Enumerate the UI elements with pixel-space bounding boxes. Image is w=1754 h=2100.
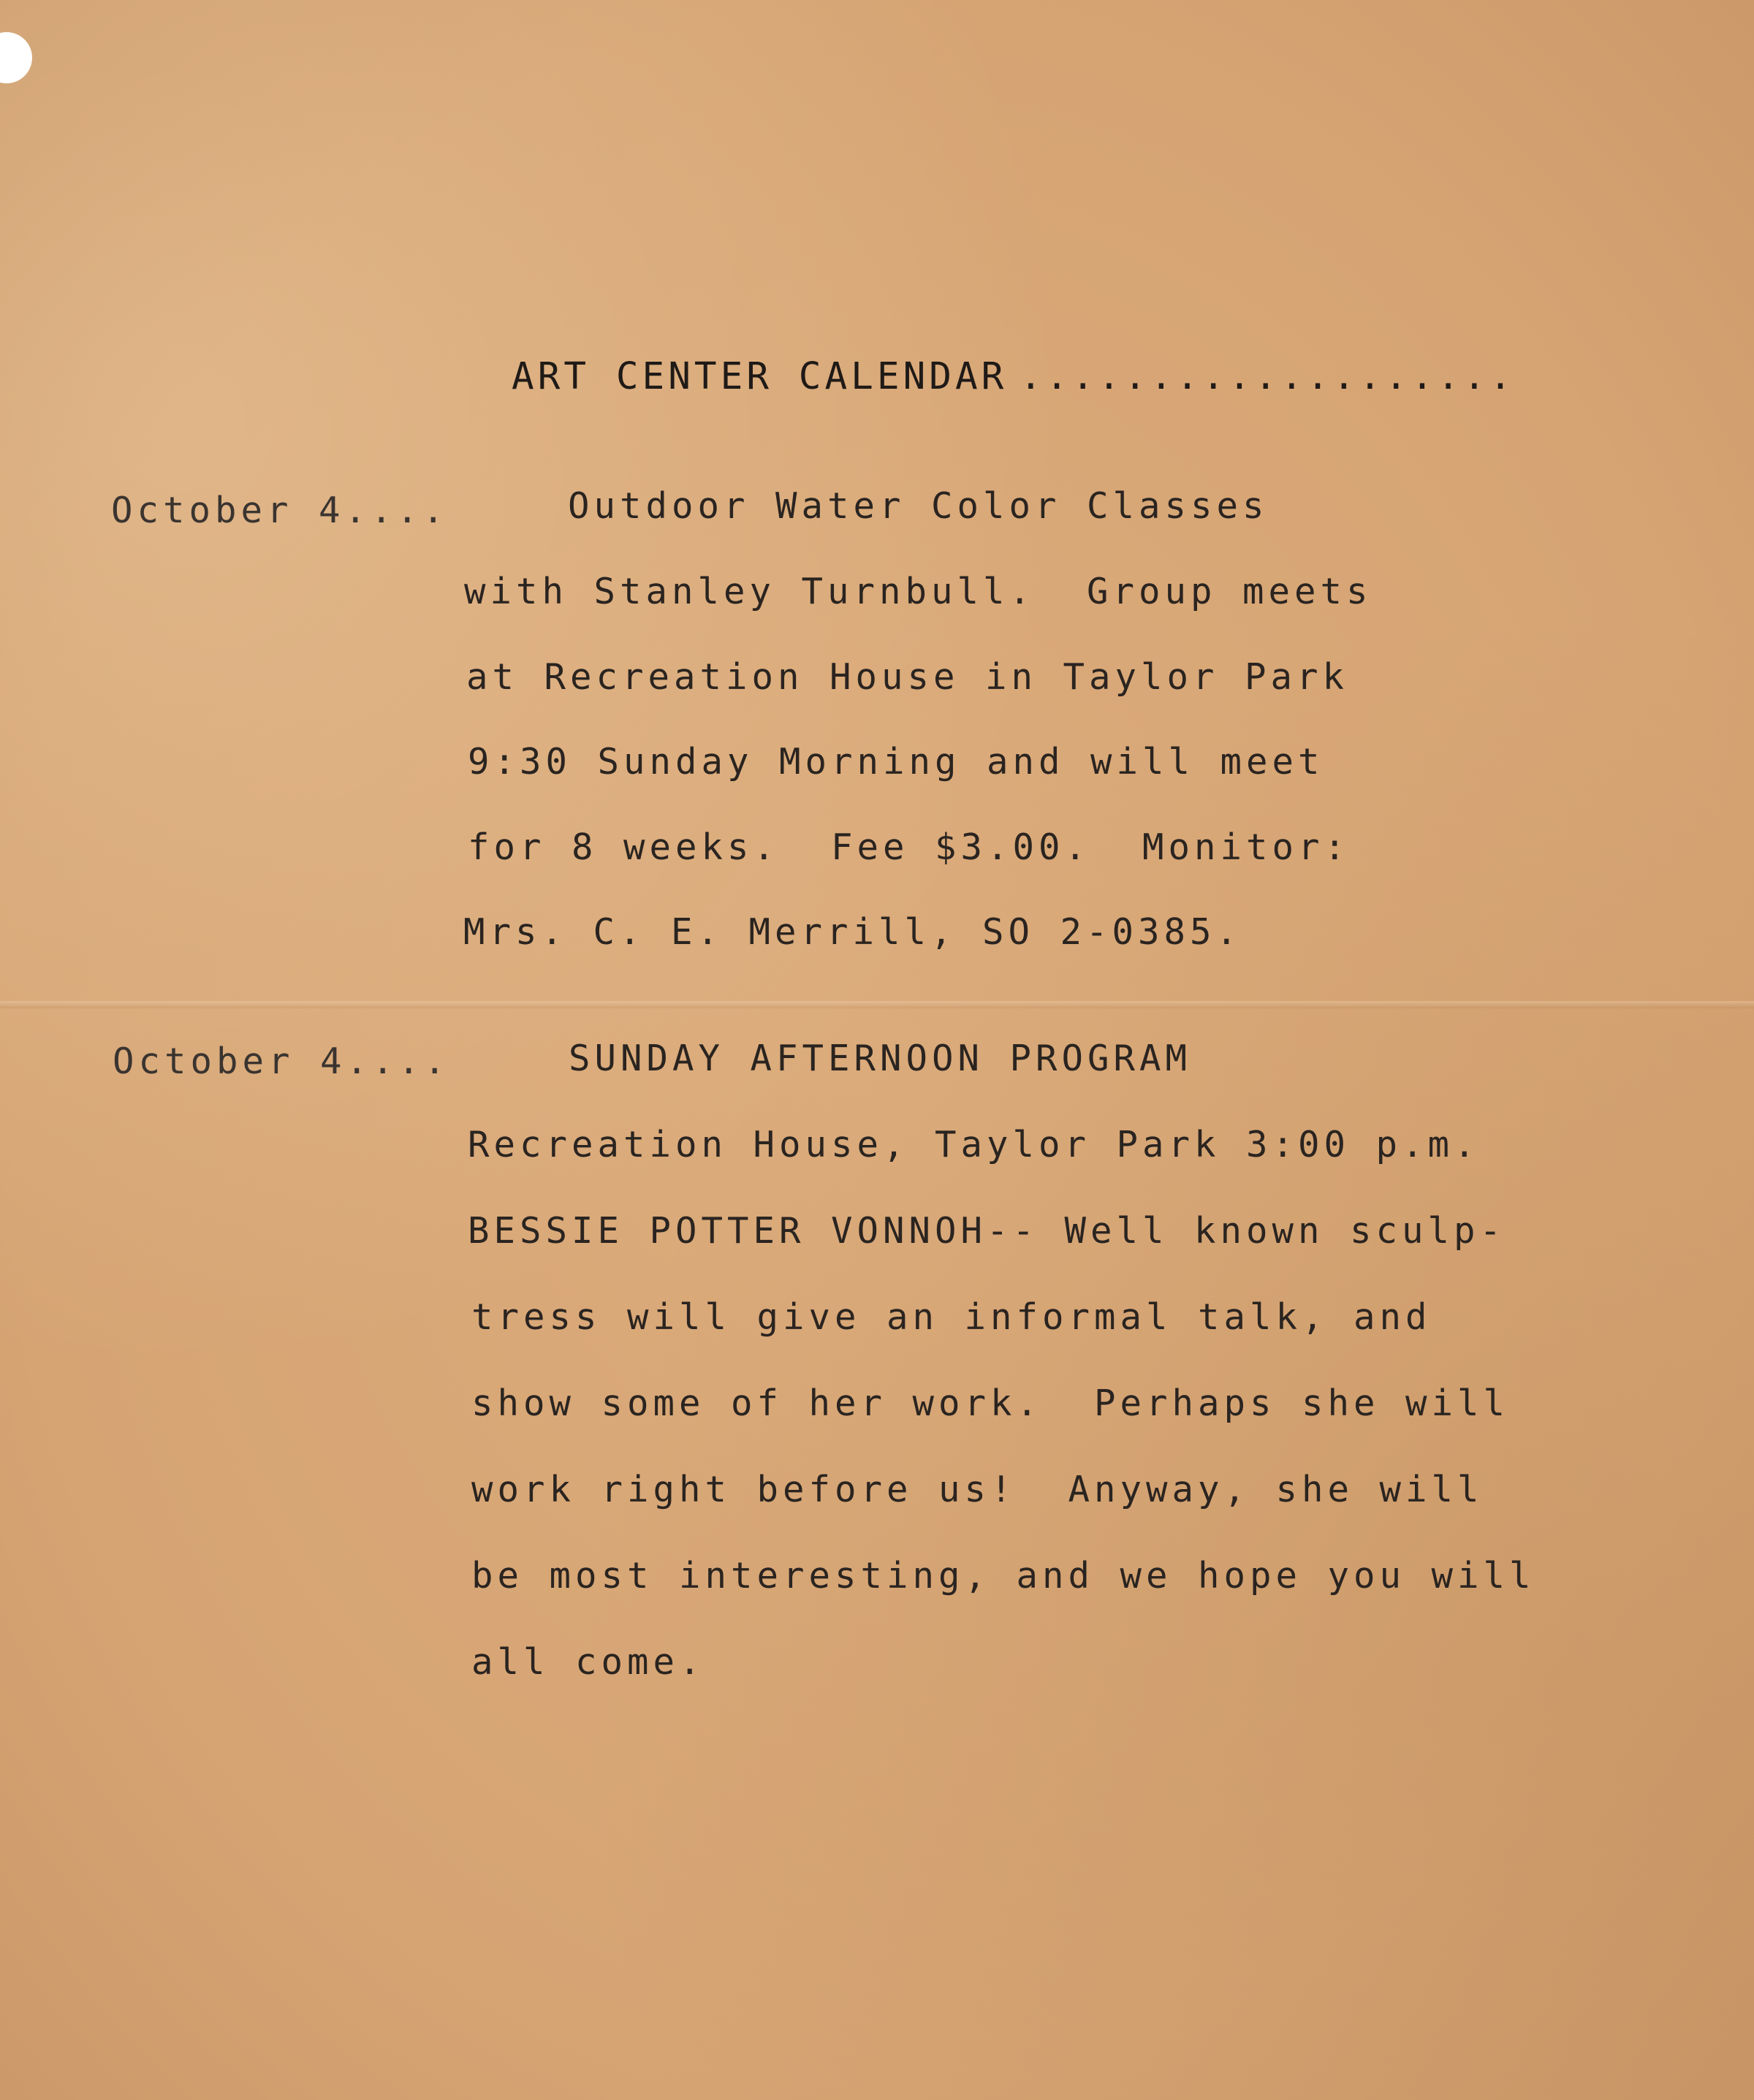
punch-hole	[0, 32, 32, 83]
entry-2-line-6: work right before us! Anyway, she will	[471, 1469, 1484, 1510]
entry-1-line-3: at Recreation House in Taylor Park	[466, 656, 1349, 698]
paper-fold	[0, 1001, 1754, 1008]
entry-2-line-7: be most interesting, and we hope you will	[471, 1555, 1535, 1597]
entry-2-line-5: show some of her work. Perhaps she will	[471, 1382, 1510, 1424]
title-leader-dots: ...................	[1020, 355, 1516, 398]
entry-2-line-3: BESSIE POTTER VONNOH-- Well known sculp-	[468, 1210, 1506, 1252]
entry-2-line-4: tress will give an informal talk, and	[471, 1296, 1432, 1338]
entry-2-line-2: Recreation House, Taylor Park 3:00 p.m.	[468, 1124, 1480, 1165]
entry-1-date: October 4....	[111, 490, 449, 531]
document-title: ART CENTER CALENDAR	[512, 355, 1008, 398]
entry-1-line-5: for 8 weeks. Fee $3.00. Monitor:	[468, 826, 1351, 868]
entry-2-line-1: SUNDAY AFTERNOON PROGRAM	[569, 1038, 1192, 1079]
entry-1-line-1: Outdoor Water Color Classes	[568, 485, 1269, 527]
entry-2-date: October 4....	[113, 1041, 450, 1082]
entry-1-line-2: with Stanley Turnbull. Group meets	[464, 571, 1373, 612]
entry-1-line-4: 9:30 Sunday Morning and will meet	[468, 741, 1324, 783]
entry-1-line-6: Mrs. C. E. Merrill, SO 2-0385.	[463, 911, 1242, 953]
entry-2-line-8: all come.	[471, 1641, 705, 1683]
